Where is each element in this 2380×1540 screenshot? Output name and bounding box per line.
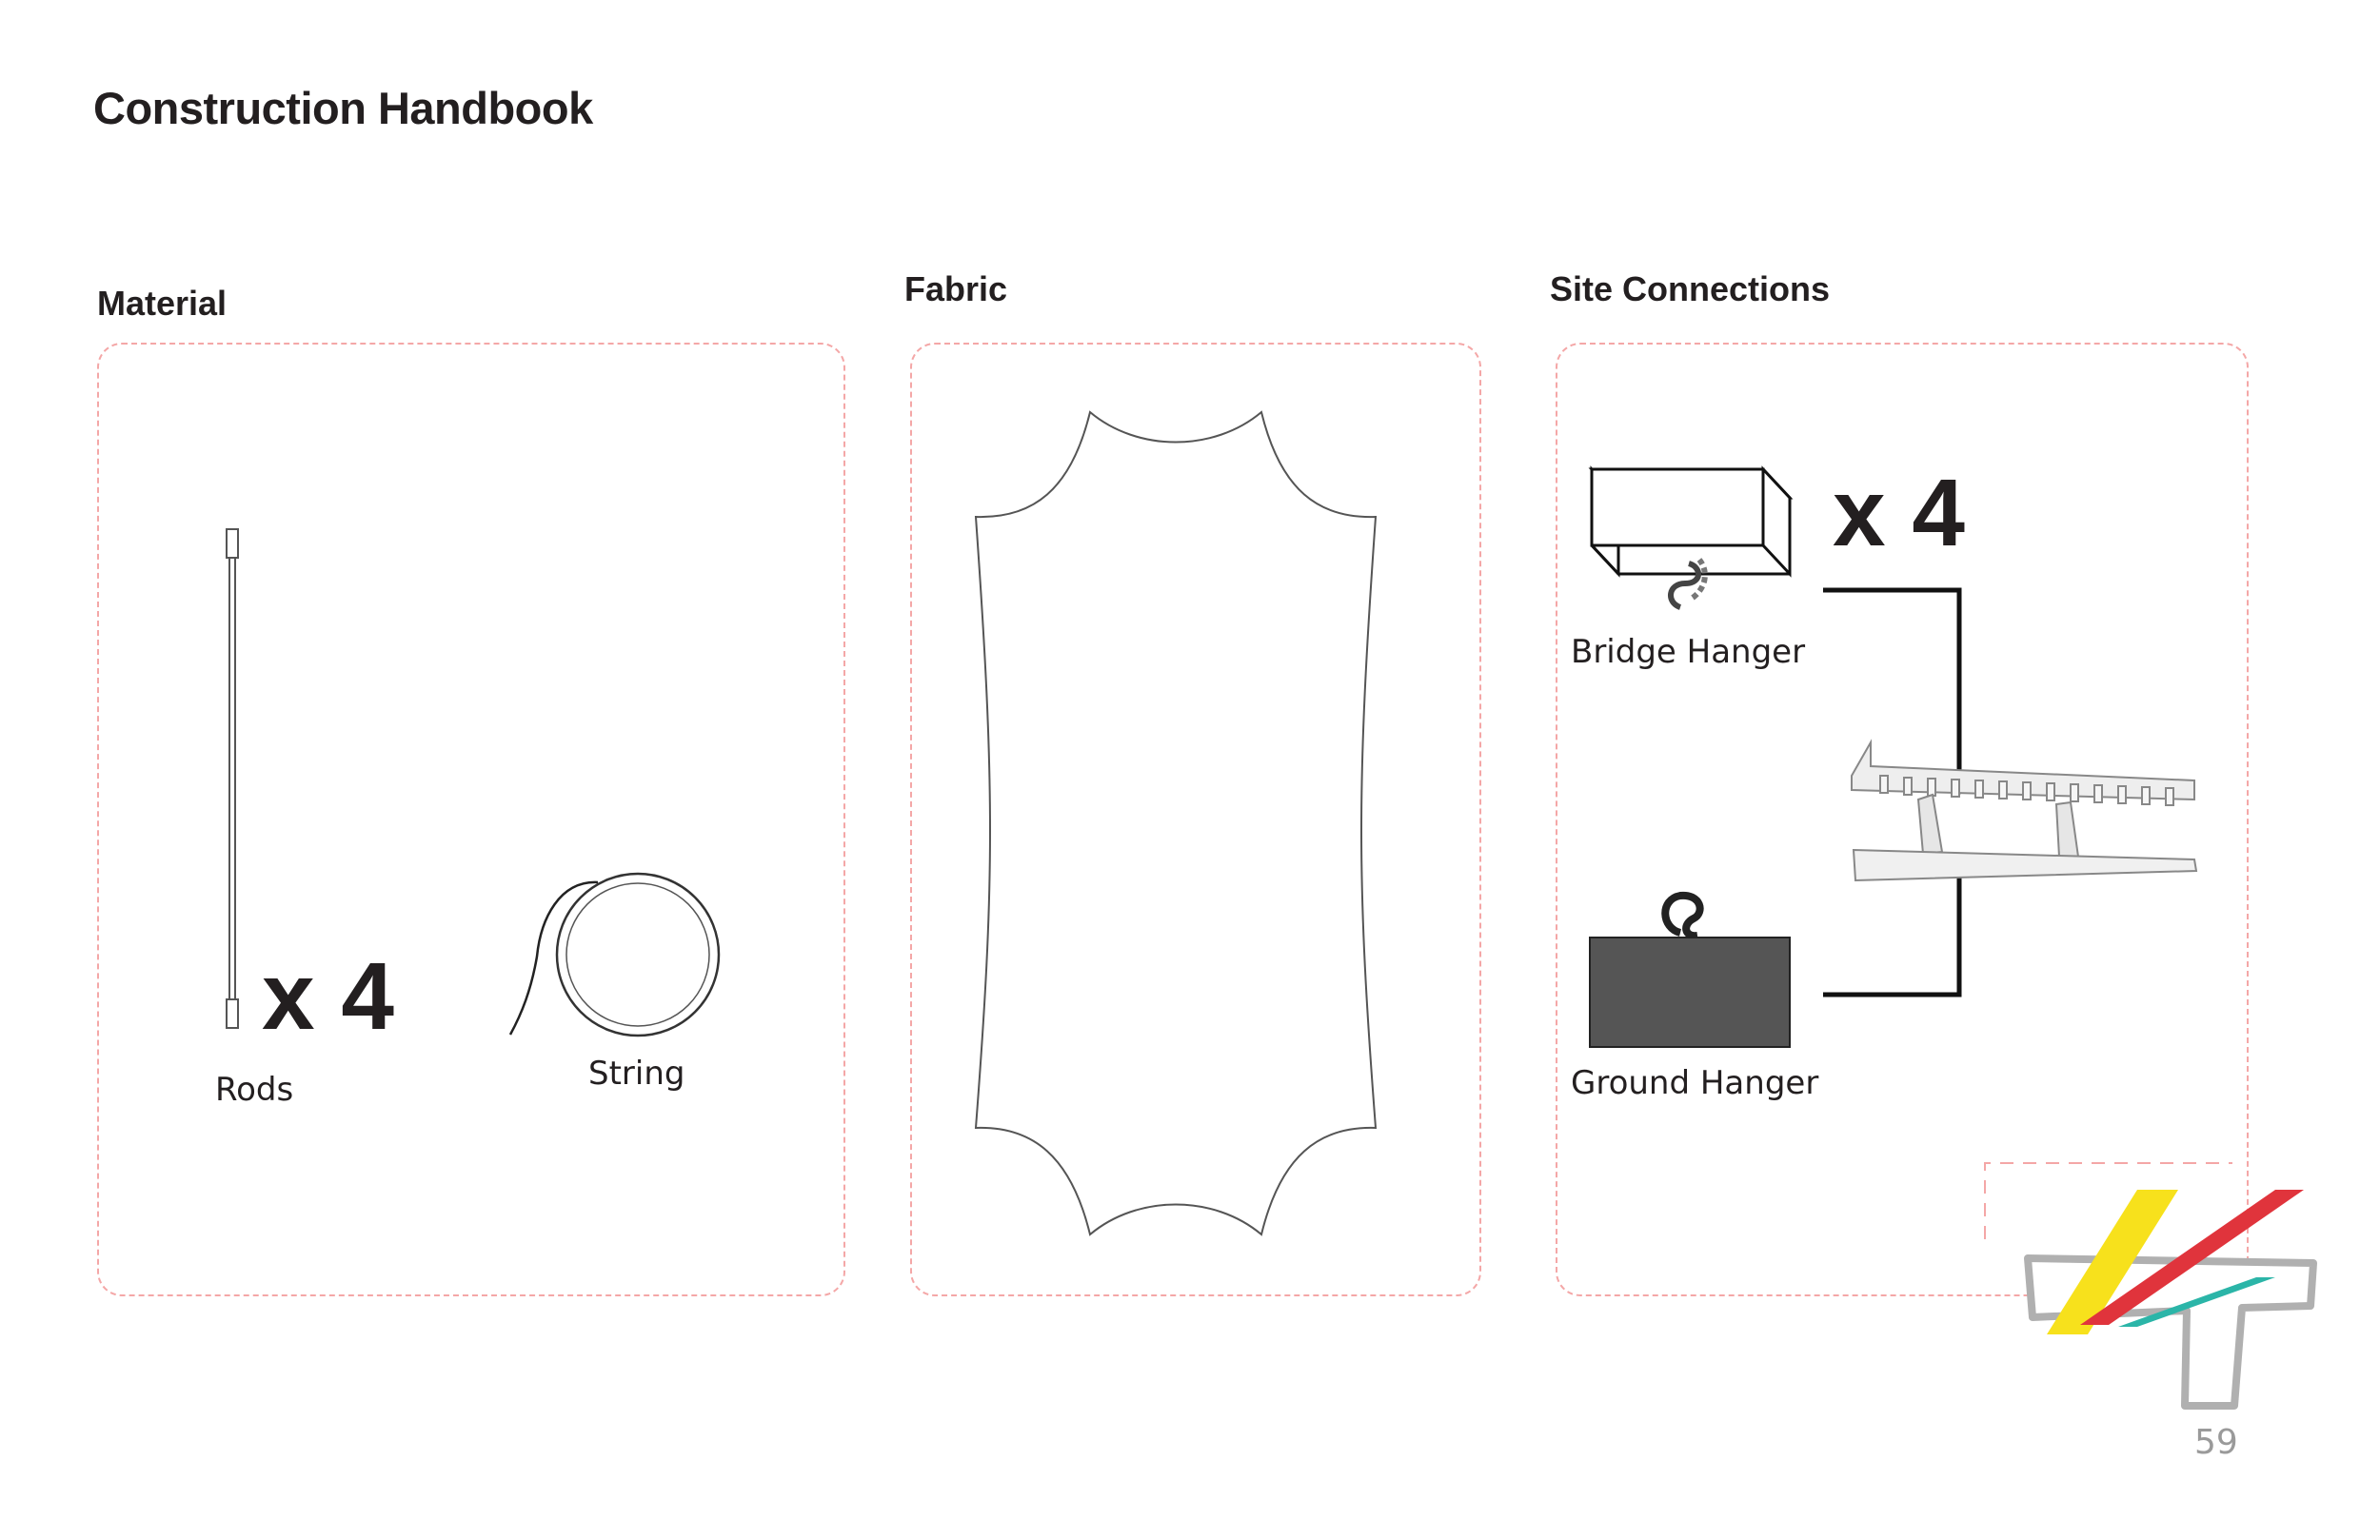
ground-hanger-icon [1585, 890, 1795, 1052]
section-title-site-connections: Site Connections [1550, 269, 1831, 308]
page-number: 59 [2194, 1423, 2238, 1462]
rods-count: x 4 [262, 943, 395, 1050]
string-coil-icon [503, 871, 731, 1042]
page-title: Construction Handbook [93, 83, 593, 133]
rod-icon [219, 523, 248, 1037]
hanger-count: x 4 [1833, 460, 1966, 566]
logo-icon [1985, 1163, 2328, 1420]
string-label: String [588, 1055, 685, 1093]
bridge-hanger-label: Bridge Hanger [1571, 633, 1806, 671]
section-title-material: Material [97, 284, 228, 323]
rods-label: Rods [215, 1071, 294, 1109]
material-panel [97, 343, 845, 1296]
fabric-shape-icon [966, 405, 1385, 1242]
ground-hanger-label: Ground Hanger [1571, 1064, 1819, 1102]
section-title-fabric: Fabric [904, 269, 1008, 308]
bridge-hanger-icon [1590, 464, 1799, 617]
bridge-model-icon [1842, 738, 2204, 890]
